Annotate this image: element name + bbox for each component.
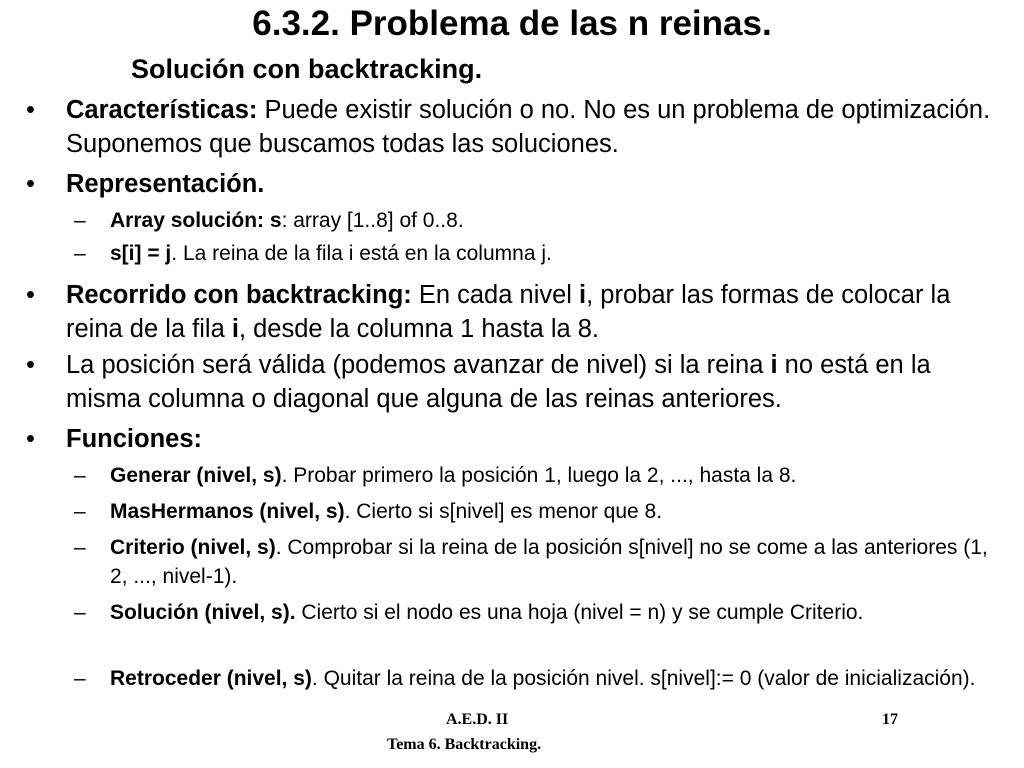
sub-item-label: Solución (nivel, s).: [110, 601, 296, 624]
sub-item-solucion: [74, 598, 1000, 627]
sub-item-text: . La reina de la fila i está en la columna j.: [171, 242, 552, 265]
dash-icon: –: [74, 536, 86, 559]
sub-item-sij: [74, 239, 1000, 268]
bullet-recorrido: [26, 278, 996, 346]
sub-item-label: Criterio (nivel, s): [110, 536, 276, 559]
bullet-funciones: [26, 422, 996, 456]
sub-item-label: Array solución: s: [110, 209, 282, 232]
dash-icon: –: [74, 601, 86, 624]
bullet-emphasis: i: [231, 315, 239, 343]
bullet-icon: •: [26, 96, 35, 124]
bullet-emphasis: i: [579, 281, 587, 309]
footer-page-number: 17: [882, 711, 898, 728]
bullet-label: Representación.: [66, 170, 265, 198]
sub-item-label: Retroceder (nivel, s): [110, 667, 312, 690]
sub-item-label: Generar (nivel, s): [110, 464, 282, 487]
bullet-text: no está en la misma columna o diagonal que alguna de las reinas anteriores.: [66, 351, 931, 413]
bullet-text: Puede existir solución o no. No es un problema de optimización. Suponemos que buscamos todas las soluciones.: [66, 96, 991, 158]
dash-icon: –: [74, 209, 86, 232]
bullet-text: , desde la columna 1 hasta la 8.: [238, 315, 600, 343]
slide-title: 6.3.2. Problema de las n reinas.: [252, 4, 772, 43]
dash-icon: –: [74, 464, 86, 487]
bullet-icon: •: [26, 425, 35, 453]
sub-item-label: s[i] = j: [110, 242, 172, 265]
sub-item-label: MasHermanos (nivel, s): [110, 500, 345, 523]
bullet-posicion-valida: [26, 348, 996, 416]
sub-item-array-solucion: [74, 206, 1000, 235]
sub-item-generar: [74, 461, 1000, 490]
sub-item-text: . Probar primero la posición 1, luego la 2, ..., hasta la 8.: [281, 464, 797, 487]
sub-item-text: : array [1..8] of 0..8.: [281, 209, 464, 232]
bullet-icon: •: [26, 281, 35, 309]
bullet-emphasis: i: [770, 351, 778, 379]
footer-course: A.E.D. II: [446, 711, 509, 728]
bullet-text: , probar las formas de colocar la reina de la fila: [66, 281, 951, 343]
sub-item-criterio: [74, 533, 1000, 591]
dash-icon: –: [74, 242, 86, 265]
bullet-label: Recorrido con backtracking:: [66, 281, 412, 309]
bullet-label: Características:: [66, 96, 258, 124]
sub-item-text: . Quitar la reina de la posición nivel. s[nivel]:= 0 (valor de inicialización).: [311, 667, 976, 690]
sub-item-text: . Cierto si s[nivel] es menor que 8.: [344, 500, 663, 523]
bullet-text: La posición será válida (podemos avanzar de nivel) si la reina: [66, 351, 771, 379]
sub-item-text: . Comprobar si la reina de la posición s[nivel] no se come a las anteriores (1, 2, ..., nivel-1).: [110, 536, 988, 588]
slide-subtitle: Solución con backtracking.: [131, 54, 483, 84]
bullet-caracteristicas: [26, 93, 996, 161]
bullet-icon: •: [26, 351, 35, 379]
bullet-text: En cada nivel: [411, 281, 580, 309]
bullet-icon: •: [26, 170, 35, 198]
footer-topic: Tema 6. Backtracking.: [387, 736, 542, 753]
sub-item-mashermanos: [74, 497, 1000, 526]
dash-icon: –: [74, 667, 86, 690]
sub-item-text: Cierto si el nodo es una hoja (nivel = n) y se cumple Criterio.: [295, 601, 864, 624]
sub-item-retroceder: [74, 664, 1000, 693]
bullet-label: Funciones:: [66, 425, 203, 453]
bullet-representacion: [26, 167, 996, 201]
dash-icon: –: [74, 500, 86, 523]
